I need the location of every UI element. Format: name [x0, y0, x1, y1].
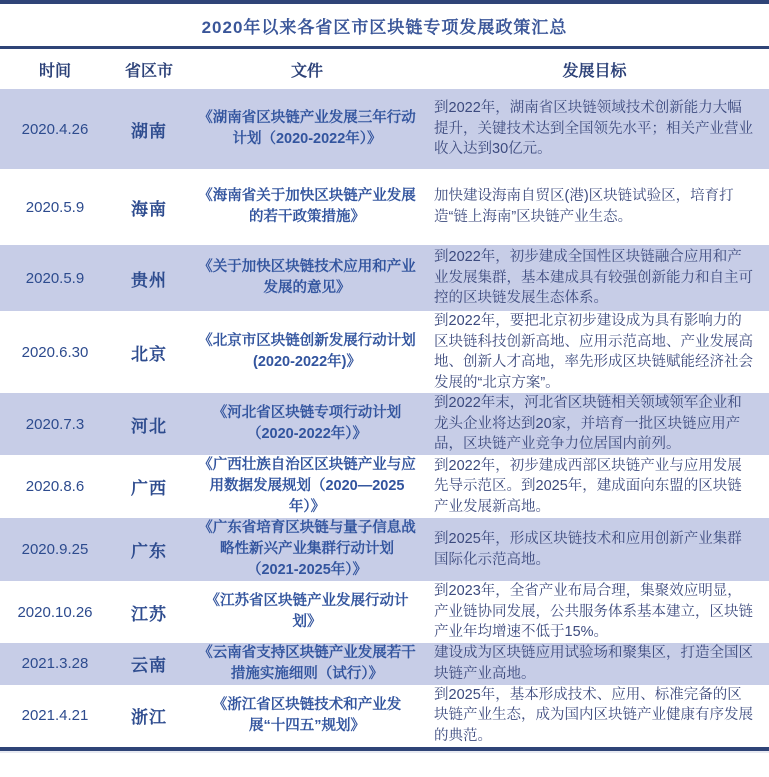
table-row-hebei: [0, 393, 769, 455]
cell-province: 广西: [131, 479, 167, 499]
cell-document: 《北京市区块链创新发展行动计划(2020-2022年)》: [198, 333, 416, 371]
table-row-guangxi: [0, 455, 769, 518]
cell-date: 2020.9.25: [21, 541, 89, 559]
column-header-document: 文件: [290, 62, 323, 80]
cell-date: 2021.3.28: [21, 655, 89, 673]
column-header-goal: 发展目标: [562, 62, 627, 80]
cell-document: 《广西壮族自治区区块链产业与应用数据发展规划（2020—2025年）》: [198, 457, 416, 516]
column-header-province: 省区市: [124, 62, 173, 80]
cell-goal: 到2022年，初步建成全国性区块链融合应用和产业发展集群，基本建成具有较强创新能力和自主可控的区块链发展生态体系。: [434, 249, 753, 307]
cell-goal: 到2022年，要把北京初步建设成为具有影响力的区块链科技创新高地、应用示范高地、产业发展高地、创新人才高地，率先形成区块链赋能经济社会发展的“北京方案”。: [434, 313, 753, 391]
cell-date: 2020.5.9: [25, 198, 85, 216]
table-row-jiangsu: [0, 581, 769, 643]
column-header-time: 时间: [38, 62, 71, 80]
cell-document: 《江苏省区块链产业发展行动计划》: [205, 592, 409, 630]
cell-date: 2021.4.21: [21, 707, 89, 725]
cell-document: 《海南省关于加快区块链产业发展的若干政策措施》: [198, 187, 416, 225]
cell-date: 2020.5.9: [25, 269, 85, 287]
footer-sliver: [0, 751, 769, 753]
cell-goal: 到2025年，形成区块链技术和应用创新产业集群国际化示范高地。: [434, 531, 742, 568]
cell-province: 湖南: [131, 121, 167, 141]
table-header-row: [0, 49, 769, 89]
cell-province: 云南: [131, 656, 167, 676]
table-row-guangdong: [0, 518, 769, 581]
table-row-zhejiang: [0, 685, 769, 747]
cell-province: 广东: [131, 542, 167, 562]
cell-province: 贵州: [131, 270, 167, 290]
cell-date: 2020.8.6: [25, 478, 85, 496]
cell-document: 《浙江省区块链技术和产业发展“十四五”规划》: [212, 696, 402, 734]
cell-goal: 到2022年末，河北省区块链相关领域领军企业和龙头企业将达到20家，并培育一批区块链应用产品，区块链产业竞争力位居国内前列。: [434, 395, 742, 453]
cell-document: 《湖南省区块链产业发展三年行动计划（2020-2022年）》: [198, 109, 416, 147]
cell-document: 《广东省培育区块链与量子信息战略性新兴产业集群行动计划（2021-2025年）》: [198, 520, 416, 579]
cell-province: 浙江: [131, 708, 167, 728]
cell-date: 2020.7.3: [25, 415, 85, 433]
cell-goal: 建设成为区块链应用试验场和聚集区，打造全国区块链产业高地。: [434, 645, 753, 682]
cell-goal: 到2025年，基本形成技术、应用、标准完备的区块链产业生态，成为国内区块链产业健康有序发展的典范。: [434, 686, 753, 745]
cell-document: 《云南省支持区块链产业发展若干措施实施细则（试行）》: [198, 644, 416, 682]
cell-document: 《河北省区块链专项行动计划（2020-2022年）》: [212, 405, 402, 443]
table-row-hunan: [0, 89, 769, 169]
cell-goal: 到2023年，全省产业布局合理，集聚效应明显，产业链协同发展，公共服务体系基本建立，区块链产业年均增速不低于15%。: [434, 583, 753, 641]
cell-province: 河北: [131, 416, 167, 436]
cell-date: 2020.4.26: [21, 120, 89, 138]
cell-date: 2020.10.26: [17, 603, 93, 621]
page-title: 2020年以来各省区市区块链专项发展政策汇总: [201, 17, 568, 37]
cell-province: 北京: [131, 344, 167, 364]
cell-document: 《关于加快区块链技术应用和产业发展的意见》: [198, 258, 416, 296]
table-row-guizhou: [0, 245, 769, 311]
title-bar: [0, 4, 769, 46]
cell-goal: 加快建设海南自贸区(港)区块链试验区，培育打造“链上海南”区块链产业生态。: [434, 188, 734, 225]
cell-province: 江苏: [131, 604, 167, 624]
cell-province: 海南: [131, 199, 167, 219]
table-row-yunnan: [0, 643, 769, 685]
table-row-beijing: [0, 311, 769, 393]
cell-goal: 到2022年，湖南省区块链领域技术创新能力大幅提升，关键技术达到全国领先水平；相关产业营业收入达到30亿元。: [434, 100, 753, 158]
cell-date: 2020.6.30: [21, 343, 89, 361]
cell-goal: 到2022年，初步建成西部区块链产业与应用发展先导示范区。到2025年，建成面向东盟的区块链产业发展新高地。: [434, 457, 742, 515]
table-row-hainan: [0, 169, 769, 245]
